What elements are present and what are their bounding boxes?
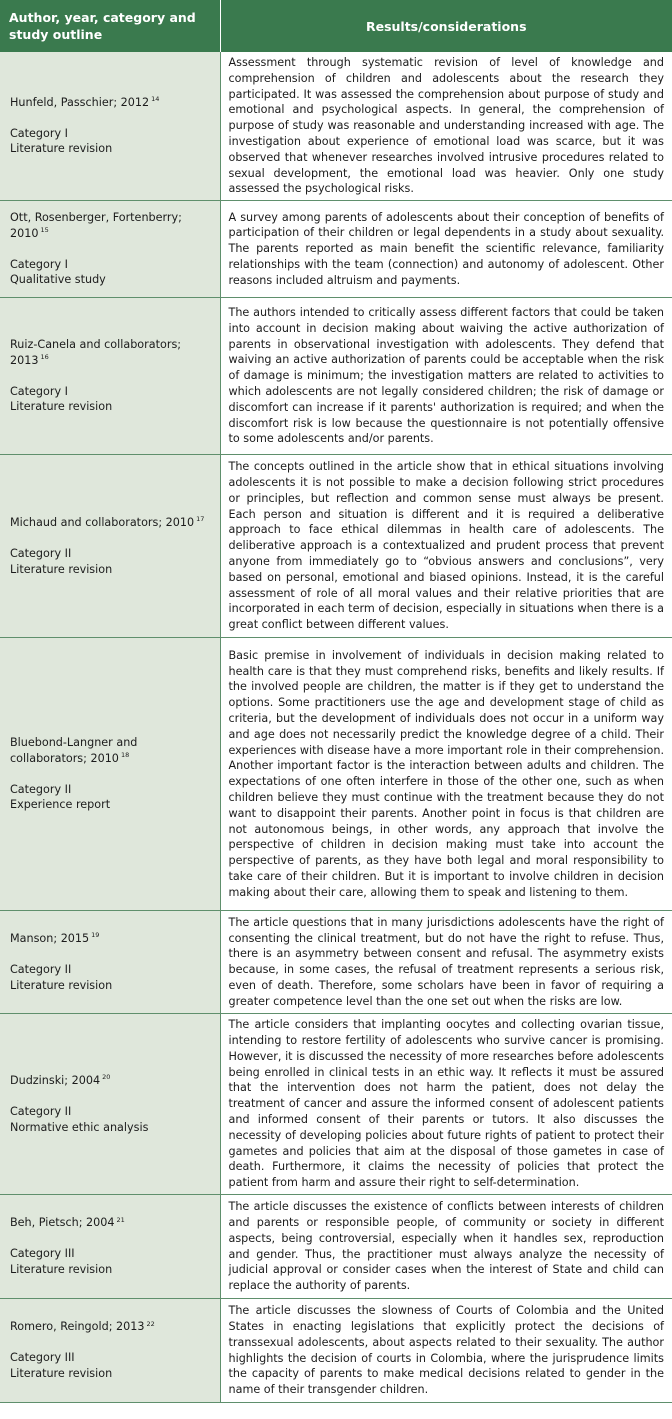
author-year: Ott, Rosenberger, Fortenberry; 2010 $^{15}$: [10, 211, 182, 240]
category: Category I: [10, 257, 68, 271]
study-design: Literature revision: [10, 1263, 113, 1277]
category: Category II: [10, 546, 72, 560]
category: Category II: [10, 782, 72, 796]
study-design: Literature revision: [10, 400, 113, 414]
study-outline-cell: [0, 638, 220, 911]
reference-number: 22: [146, 1319, 155, 1328]
reference-number: 20: [102, 1073, 111, 1082]
table-row: [0, 1299, 672, 1403]
reference-number: 21: [116, 1215, 125, 1224]
table-row: [0, 911, 672, 1014]
study-outline-cell: [0, 911, 220, 1014]
table-row: [0, 298, 672, 455]
study-design: Experience report: [10, 798, 111, 812]
table-row: [0, 638, 672, 911]
table-row: [0, 201, 672, 298]
author-year: Bluebond-Langner and collaborators; 2010 $^{18}$: [10, 736, 138, 765]
author-year: Romero, Reingold; 2013 $^{22}$: [10, 1319, 155, 1334]
study-design: Normative ethic analysis: [10, 1120, 149, 1134]
reference-number: 18: [120, 751, 130, 760]
reference-number: 14: [151, 95, 160, 104]
study-design: Literature revision: [10, 142, 113, 156]
results-text: The authors intended to critically assess different factors that could be taken into account in decision making about waiving the active authorization of parents in observational investigation with adolescents. They defend that waiving an active authorization of parents could be acceptable when the risk of damage is minimum; the investigation matters are related to activities to which adolescents are not legally considered children; the risk of damage or discomfort can increase if it parents' authorization is required; and when the discomfort risk is low because the questionnaire is not potentially offensive to some adolescents and/or parents.: [220, 298, 672, 455]
study-outline-cell: [0, 1299, 220, 1403]
reference-number: 16: [40, 353, 49, 362]
study-design: Literature revision: [10, 1367, 113, 1381]
results-text: Basic premise in involvement of individuals in decision making related to health care is that they must comprehend risks, benefits and likely results. If the involved people are children, the matter is if they get to understand the options. Some practitioners use the age and development stage of child as criteria, but the development of individuals does not occur in a uniform way and age does not necessarily predict the knowledge degree of a child. Their experiences with disease have a more important role in their comprehension. Another important factor is the interaction between adults and children. The expectations of one often interfere in those of the other one, such as when children believe they must continue with the treatment because they do not want to disappoint their parents. Another point in focus is that children are not autonomous beings, in other words, any approach that involve the perspective of children in decision making must take into account the perspective of parents, as they have both legal and moral responsibility to take care of their children. But it is important to involve children in decision making about their care, allowing them to speak and listening to them.: [220, 638, 672, 911]
study-design: Literature revision: [10, 562, 113, 576]
study-outline-cell: [0, 455, 220, 638]
results-text: The article questions that in many jurisdictions adolescents have the right of consenting the clinical treatment, but do not have the right to refuse. Thus, there is an asymmetry between consent and refusal. The asymmetry exists because, in some cases, the refusal of treatment represents a serious risk, even of death. Therefore, some scholars have been in favor of requiring a greater competence level than the one set out when the risks are low.: [220, 911, 672, 1014]
results-text: Assessment through systematic revision of level of knowledge and comprehension of children and adolescents about the research they participated. It was assessed the comprehension about purpose of study and emotional and psychological aspects. In general, the comprehension of purpose of study was reasonable and understanding increased with age. The investigation about experience of emotional load was scarce, but it was observed that whenever researches involved intrusive procedures related to sexual development, the emotional load was heavier. Only one study assessed the psychological risks.: [220, 52, 672, 201]
author-year: Ruiz-Canela and collaborators; 2013 $^{16}$: [10, 338, 182, 367]
author-year: Beh, Pietsch; 2004 $^{21}$: [10, 1215, 125, 1230]
category: Category II: [10, 1104, 72, 1118]
reference-number: 17: [196, 515, 205, 524]
results-text: The article discusses the slowness of Courts of Colombia and the United States in enacting legislations that explicitly protect the decisions of transsexual adolescents, about aspects related to their sexuality. The author highlights the decision of courts in Colombia, where the jurisprudence limits the capacity of parents to make medical decisions related to gender in the name of their transgender children.: [220, 1299, 672, 1403]
header-row: [0, 0, 672, 52]
results-text: A survey among parents of adolescents about their conception of benefits of participation of their children or legal dependents in a study about sexuality. The parents reported as main benefit the scientific relevance, familiarity relationships with the team (connection) and autonomy of adolescent. Other reasons included altruism and payments.: [220, 201, 672, 298]
author-year: Hunfeld, Passchier; 2012 $^{14}$: [10, 95, 160, 109]
study-outline-cell: [0, 1014, 220, 1195]
study-outline-cell: [0, 52, 220, 201]
author-year: Dudzinski; 2004 $^{20}$: [10, 1073, 111, 1087]
author-year: Manson; 2015 $^{19}$: [10, 931, 100, 945]
category: Category III: [10, 1351, 75, 1365]
study-design: Qualitative study: [10, 273, 106, 287]
results-text: The article discusses the existence of conflicts between interests of children and parents or responsible people, of community or society in different aspects, being controversial, especially when it handles sex, reproduction and gender. Thus, the practitioner must always analyze the necessity of judicial approval or consider cases when the interest of State and child can replace the authority of parents.: [220, 1195, 672, 1299]
results-text: The concepts outlined in the article show that in ethical situations involving adolescents it is not possible to make a decision following strict procedures or principles, but reflection and common sense must always be present. Each person and situation is different and it is required a deliberative approach to face ethical dilemmas in health care of adolescents. The deliberative approach is a contextualized and prudent process that prevent anyone from immediately go to “obvious answers and conclusions”, very based on personal, emotional and biased opinions. Instead, it is the careful assessment of role of all moral values and their relative priorities that are incorporated in each term of decision, especially in situations when there is a great conflict between different values.: [220, 455, 672, 638]
category: Category I: [10, 126, 68, 140]
table-row: [0, 1014, 672, 1195]
reference-number: 19: [91, 931, 100, 940]
reference-number: 15: [40, 226, 49, 235]
author-year: Michaud and collaborators; 2010 $^{17}$: [10, 515, 205, 529]
study-outline-cell: [0, 201, 220, 298]
table-row: [0, 52, 672, 201]
study-outline-cell: [0, 1195, 220, 1299]
table-row: [0, 1195, 672, 1299]
table-row: [0, 455, 672, 638]
header-author: Author, year, category and study outline: [0, 0, 220, 52]
category: Category II: [10, 962, 72, 976]
header-results: Results/considerations: [220, 0, 672, 52]
study-design: Literature revision: [10, 978, 113, 992]
category: Category I: [10, 384, 68, 398]
category: Category III: [10, 1247, 75, 1261]
study-outline-cell: [0, 298, 220, 455]
results-text: The article considers that implanting oocytes and collecting ovarian tissue, intending to restore fertility of adolescents who survive cancer is promising. However, it is discussed the necessity of more researches before adolescents being enrolled in clinical tests in an ethic way. It reflects it must be assured that the intervention does not harm the patient, does not delay the treatment of cancer and assure the informed consent of adolescent patients and informed consent of their parents or tutors. It also discusses the necessity of developing policies about future rights of patient to protect their gametes and policies that aim at the disposal of those gametes in case of death. Furthermore, it claims the necessity of policies that protect the patient from harm and assure their right to self-determination.: [220, 1014, 672, 1195]
